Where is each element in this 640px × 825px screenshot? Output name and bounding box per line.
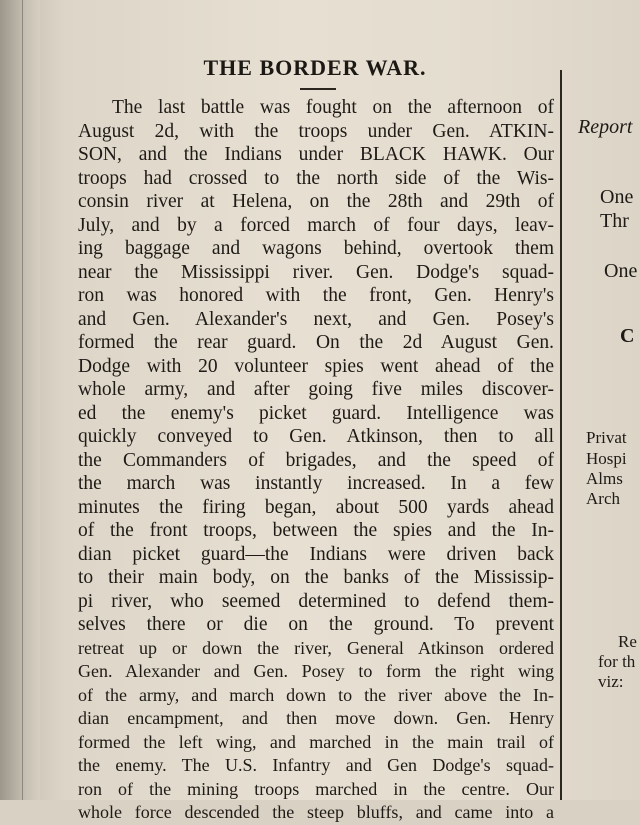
article-line: formed the rear guard. On the 2d August Gen. (78, 332, 554, 353)
adjacent-fragment: Privat (586, 428, 627, 447)
article-body (78, 96, 554, 825)
article-line: selves there or die on the ground. To prevent (78, 614, 554, 635)
article-line: ed the enemy's picket guard. Intelligence was (78, 402, 554, 424)
article-line: dian encampment, and then move down. Gen. Henry (78, 708, 554, 728)
article-line: minutes the firing began, about 500 yards ahead (78, 496, 554, 518)
column-rule (560, 70, 562, 800)
article-line: consin river at Helena, on the 28th and 29th of (78, 191, 554, 212)
article-line: whole army, and after going five miles discover- (78, 379, 554, 400)
adjacent-fragment: viz: (598, 672, 624, 691)
article-line: retreat up or down the river, General Atkinson ordered (78, 637, 554, 658)
article-line: the Commanders of brigades, and the speed of (78, 449, 554, 471)
page-gutter (0, 0, 40, 800)
article-title: THE BORDER WAR. (203, 55, 427, 80)
adjacent-fragment: One (604, 260, 638, 282)
article-line: of the front troops, between the spies and the In- (78, 520, 554, 541)
adjacent-fragment: Hospi (586, 449, 627, 468)
article-line: of the army, and march down to the river above the In- (78, 684, 554, 705)
article-line: Dodge with 20 volunteer spies went ahead of the (78, 355, 554, 377)
adjacent-fragment: Alms (586, 469, 623, 488)
article-line: troops had crossed to the north side of the Wis- (78, 167, 554, 189)
article-line: Gen. Alexander and Gen. Posey to form the right wing (78, 661, 554, 681)
article-line: ron of the mining troops marched in the centre. Our (78, 778, 554, 799)
adjacent-column (570, 0, 640, 800)
article-line: to their main body, on the banks of the Mississip- (78, 567, 554, 588)
article-line: SON, and the Indians under BLACK HAWK. Our (78, 144, 554, 165)
article-line: quickly conveyed to Gen. Atkinson, then to all (78, 426, 554, 447)
article-line: The last battle was fought on the afternoon of (112, 97, 554, 118)
article-line: July, and by a forced march of four days, leav- (78, 214, 554, 236)
adjacent-fragment: Thr (600, 210, 629, 232)
article-line: near the Mississippi river. Gen. Dodge's squad- (78, 261, 554, 283)
article-line: the enemy. The U.S. Infantry and Gen Dodge's squad- (78, 755, 554, 775)
article-line: August 2d, with the troops under Gen. ATKIN- (78, 120, 554, 142)
article-line: ing baggage and wagons behind, overtook them (78, 238, 554, 259)
title-divider (300, 88, 336, 90)
article-line: ron was honored with the front, Gen. Henry's (78, 285, 554, 306)
adjacent-fragment: for th (598, 652, 636, 671)
article-line: and Gen. Alexander's next, and Gen. Posey's (78, 308, 554, 330)
adjacent-fragment: Arch (586, 489, 620, 508)
adjacent-fragment: One (600, 186, 634, 208)
adjacent-fragment: Report (578, 116, 633, 138)
article-line: dian picket guard—the Indians were driven back (78, 543, 554, 565)
gutter-rule (22, 0, 23, 800)
article-line: whole force descended the steep bluffs, and came into a (78, 802, 554, 822)
adjacent-fragment: Re (618, 632, 637, 651)
adjacent-fragment: C (620, 325, 635, 347)
article-line: pi river, who seemed determined to defend them- (78, 590, 554, 612)
article-line: the march was instantly increased. In a few (78, 473, 554, 494)
article-line: formed the left wing, and marched in the main trail of (78, 731, 554, 752)
